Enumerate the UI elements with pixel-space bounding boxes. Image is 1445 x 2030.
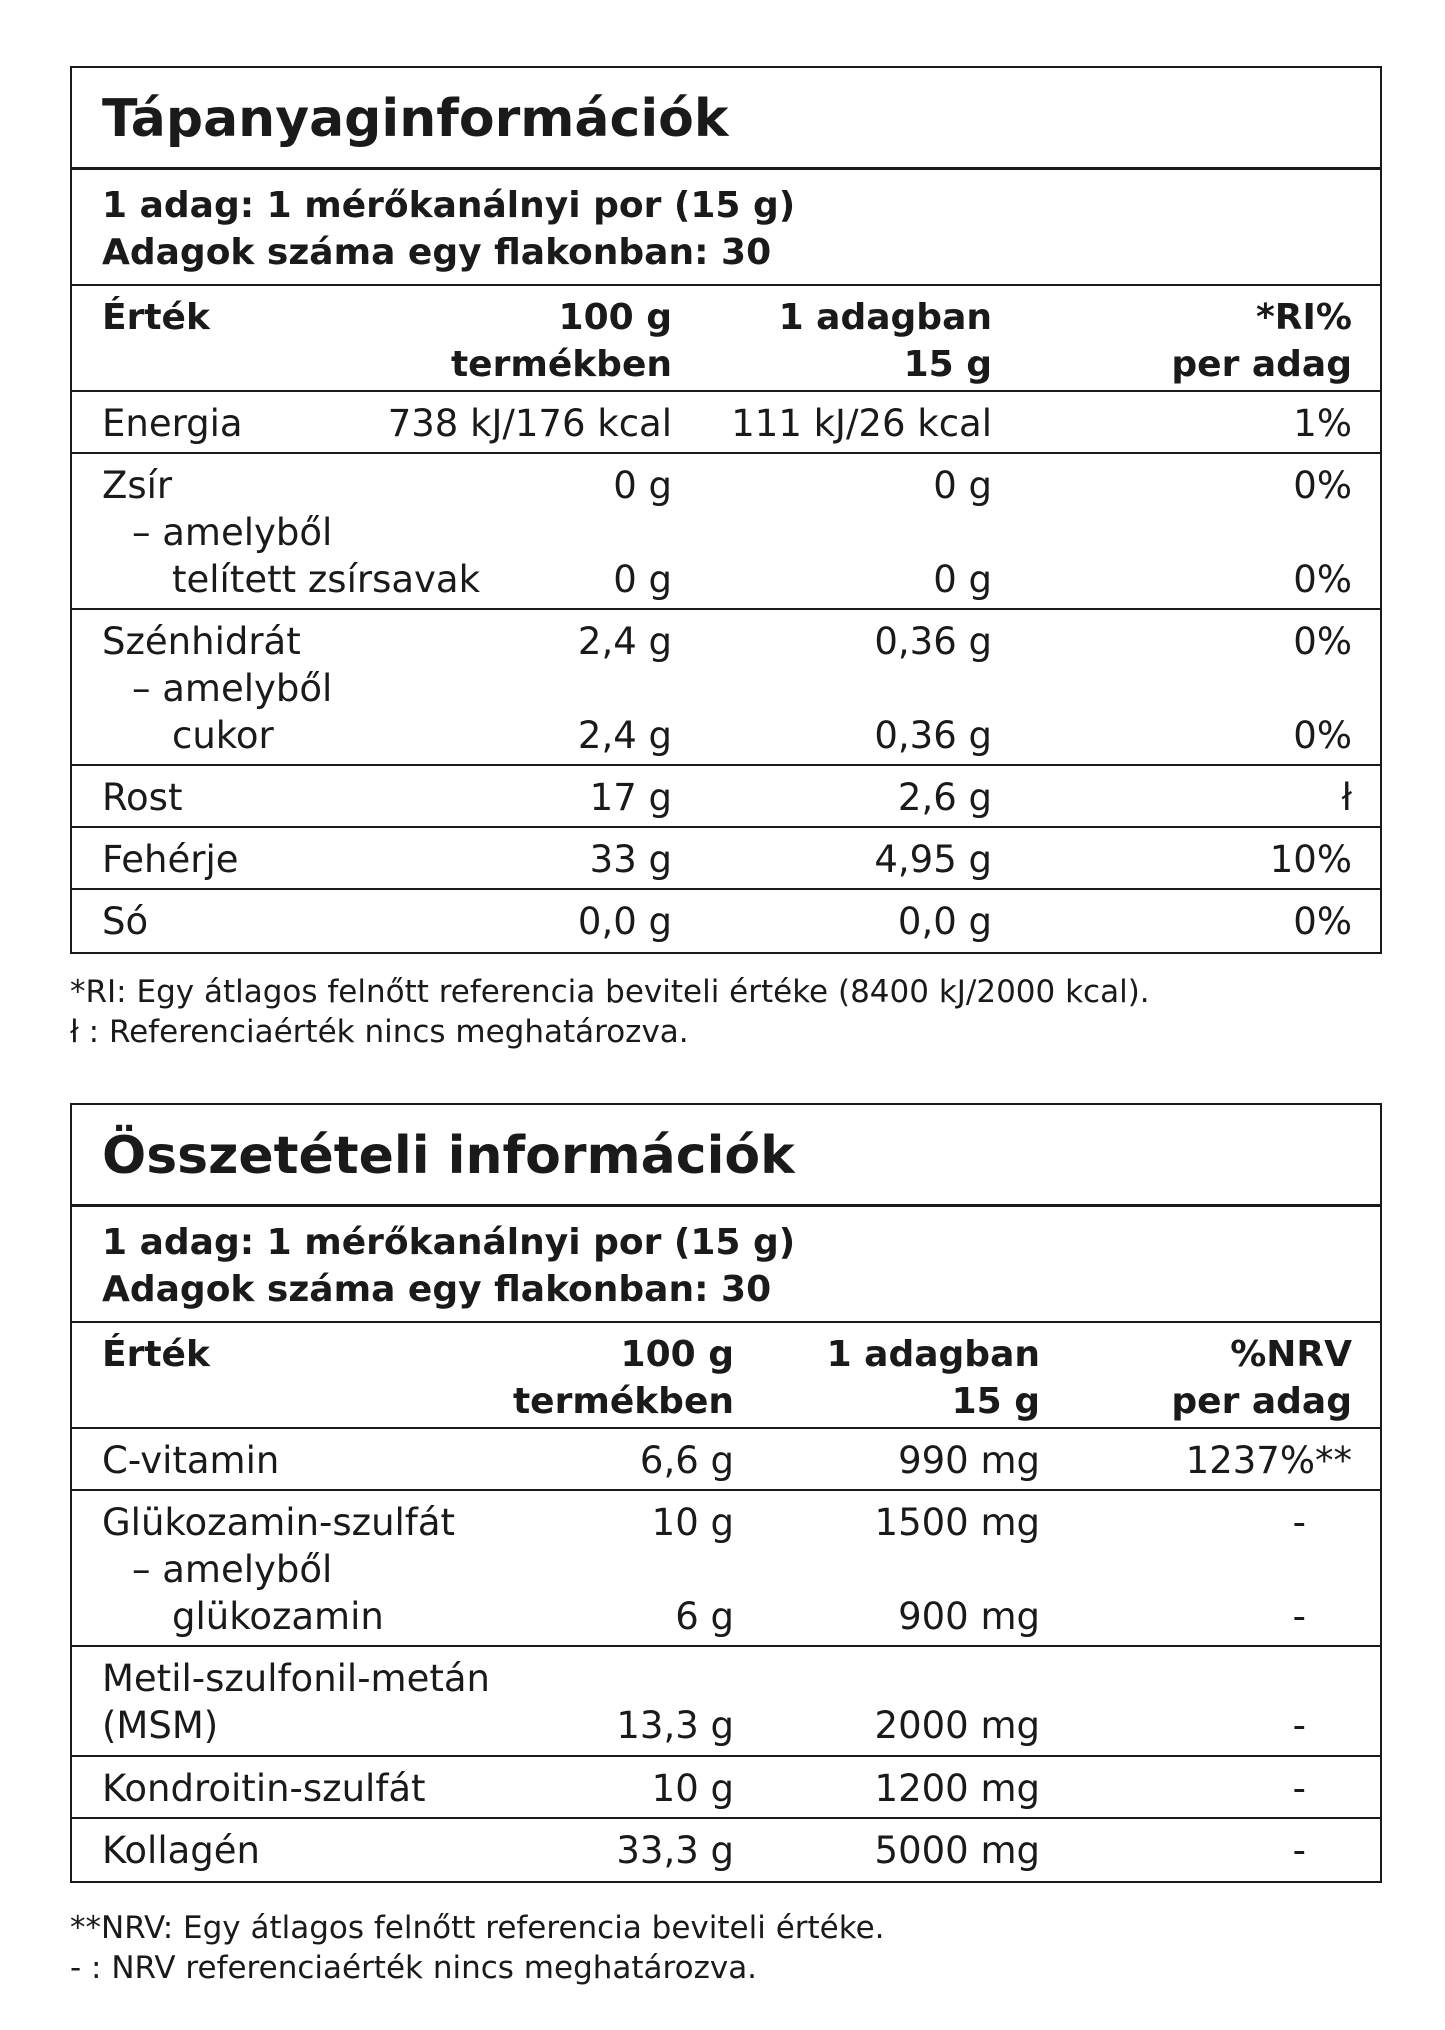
- row-per100: 0 g: [613, 464, 672, 507]
- row-sub-nrv: -: [1292, 1595, 1306, 1638]
- servings-per-container: Adagok száma egy flakonban: 30: [102, 232, 772, 273]
- row-sub-per-serving: 0 g: [933, 558, 992, 601]
- header-ri-l2: per adag: [1171, 344, 1352, 385]
- header-serving-l1: 1 adagban: [826, 1334, 1040, 1375]
- row-nrv: -: [1292, 1767, 1306, 1810]
- composition-footnotes: [70, 1908, 885, 1988]
- row-name-l2: (MSM): [102, 1704, 219, 1747]
- table-row-cvitamin: [72, 1429, 1380, 1491]
- table-row-zsir: [72, 454, 1380, 610]
- row-per100: 738 kJ/176 kcal: [387, 402, 672, 445]
- row-sub-label: – amelyből: [132, 1548, 333, 1591]
- servings-per-container: Adagok száma egy flakonban: 30: [102, 1269, 772, 1310]
- ri-footnote: *RI: Egy átlagos felnőtt referencia beviteli értéke (8400 kJ/2000 kcal).: [70, 974, 1150, 1010]
- row-name: Zsír: [102, 464, 173, 507]
- table-row-kollagen: [72, 1819, 1380, 1881]
- row-sub-per-serving: 0,36 g: [874, 714, 992, 757]
- row-sub-label: – amelyből: [132, 511, 333, 554]
- header-serving-l2: 15 g: [951, 1381, 1040, 1422]
- header-nrv-l2: per adag: [1171, 1381, 1352, 1422]
- header-ri-l1: *RI%: [1255, 297, 1352, 338]
- row-ri: 0%: [1293, 464, 1352, 507]
- row-per100: 13,3 g: [616, 1704, 734, 1747]
- row-per100: 0,0 g: [577, 900, 672, 943]
- row-per100: 10 g: [651, 1767, 734, 1810]
- row-name: Glükozamin-szulfát: [102, 1501, 455, 1544]
- row-sub-per100: 6 g: [675, 1595, 734, 1638]
- nutrition-serving-info: [72, 170, 1380, 286]
- table-header-row: [72, 1323, 1380, 1429]
- row-ri: 0%: [1293, 900, 1352, 943]
- row-nrv: -: [1292, 1501, 1306, 1544]
- row-per-serving: 0,36 g: [874, 620, 992, 663]
- row-per100: 33,3 g: [616, 1829, 734, 1872]
- row-nrv: -: [1292, 1704, 1306, 1747]
- table-row-rost: [72, 766, 1380, 828]
- nutrition-table: [70, 66, 1382, 954]
- row-name: Fehérje: [102, 838, 239, 881]
- row-sub-ri: 0%: [1293, 558, 1352, 601]
- row-sub-per100: 0 g: [613, 558, 672, 601]
- header-per100-l1: 100 g: [558, 297, 672, 338]
- row-ri: ł: [1341, 776, 1352, 819]
- row-per-serving: 111 kJ/26 kcal: [731, 402, 992, 445]
- table-row-kondroitin: [72, 1757, 1380, 1819]
- row-per-serving: 0,0 g: [897, 900, 992, 943]
- row-name: Kollagén: [102, 1829, 260, 1872]
- row-per100: 33 g: [589, 838, 672, 881]
- header-per100-l2: termékben: [450, 344, 672, 385]
- row-name: Rost: [102, 776, 183, 819]
- row-name: C-vitamin: [102, 1439, 280, 1482]
- row-name: Energia: [102, 402, 243, 445]
- composition-serving-info: [72, 1207, 1380, 1323]
- row-name: Kondroitin-szulfát: [102, 1767, 426, 1810]
- undefined-reference-footnote: ł : Referenciaérték nincs meghatározva.: [70, 1014, 689, 1050]
- row-name: Só: [102, 900, 149, 943]
- row-per-serving: 1200 mg: [874, 1767, 1040, 1810]
- row-per-serving: 1500 mg: [874, 1501, 1040, 1544]
- row-sub-name: cukor: [172, 714, 274, 757]
- row-sub-ri: 0%: [1293, 714, 1352, 757]
- row-sub-name: glükozamin: [172, 1595, 384, 1638]
- header-per100-l2: termékben: [512, 1381, 734, 1422]
- row-per-serving: 990 mg: [898, 1439, 1040, 1482]
- row-ri: 10%: [1269, 838, 1352, 881]
- serving-size: 1 adag: 1 mérőkanálnyi por (15 g): [102, 185, 796, 226]
- table-row-msm: [72, 1647, 1380, 1757]
- header-nrv-l1: %NRV: [1230, 1334, 1352, 1375]
- row-per-serving: 5000 mg: [874, 1829, 1040, 1872]
- row-per-serving: 2,6 g: [897, 776, 992, 819]
- row-per-serving: 0 g: [933, 464, 992, 507]
- row-ri: 1%: [1293, 402, 1352, 445]
- table-row-szenhidrat: [72, 610, 1380, 766]
- row-sub-per100: 2,4 g: [577, 714, 672, 757]
- composition-title: Összetételi információk: [72, 1105, 1380, 1207]
- undefined-nrv-footnote: - : NRV referenciaérték nincs meghatározva.: [70, 1950, 758, 1986]
- table-row-so: [72, 890, 1380, 952]
- nutrition-footnotes: [70, 972, 1150, 1052]
- row-per100: 6,6 g: [639, 1439, 734, 1482]
- row-name-l1: Metil-szulfonil-metán: [102, 1657, 490, 1700]
- row-sub-label: – amelyből: [132, 667, 333, 710]
- composition-table: [70, 1103, 1382, 1883]
- row-per-serving: 2000 mg: [874, 1704, 1040, 1747]
- header-value: Érték: [102, 297, 210, 338]
- nrv-footnote: **NRV: Egy átlagos felnőtt referencia beviteli értéke.: [70, 1910, 885, 1946]
- row-per100: 17 g: [589, 776, 672, 819]
- row-sub-per-serving: 900 mg: [898, 1595, 1040, 1638]
- table-header-row: [72, 286, 1380, 392]
- nutrition-title: Tápanyaginformációk: [72, 68, 1380, 170]
- header-per100-l1: 100 g: [620, 1334, 734, 1375]
- table-row-energia: [72, 392, 1380, 454]
- row-nrv: 1237%**: [1185, 1439, 1352, 1482]
- table-row-glukozamin: [72, 1491, 1380, 1647]
- serving-size: 1 adag: 1 mérőkanálnyi por (15 g): [102, 1222, 796, 1263]
- row-nrv: -: [1292, 1829, 1306, 1872]
- row-sub-name: telített zsírsavak: [172, 558, 481, 601]
- header-serving-l1: 1 adagban: [778, 297, 992, 338]
- row-per-serving: 4,95 g: [874, 838, 992, 881]
- row-per100: 10 g: [651, 1501, 734, 1544]
- header-value: Érték: [102, 1334, 210, 1375]
- header-serving-l2: 15 g: [903, 344, 992, 385]
- row-per100: 2,4 g: [577, 620, 672, 663]
- table-row-feherje: [72, 828, 1380, 890]
- row-ri: 0%: [1293, 620, 1352, 663]
- row-name: Szénhidrát: [102, 620, 301, 663]
